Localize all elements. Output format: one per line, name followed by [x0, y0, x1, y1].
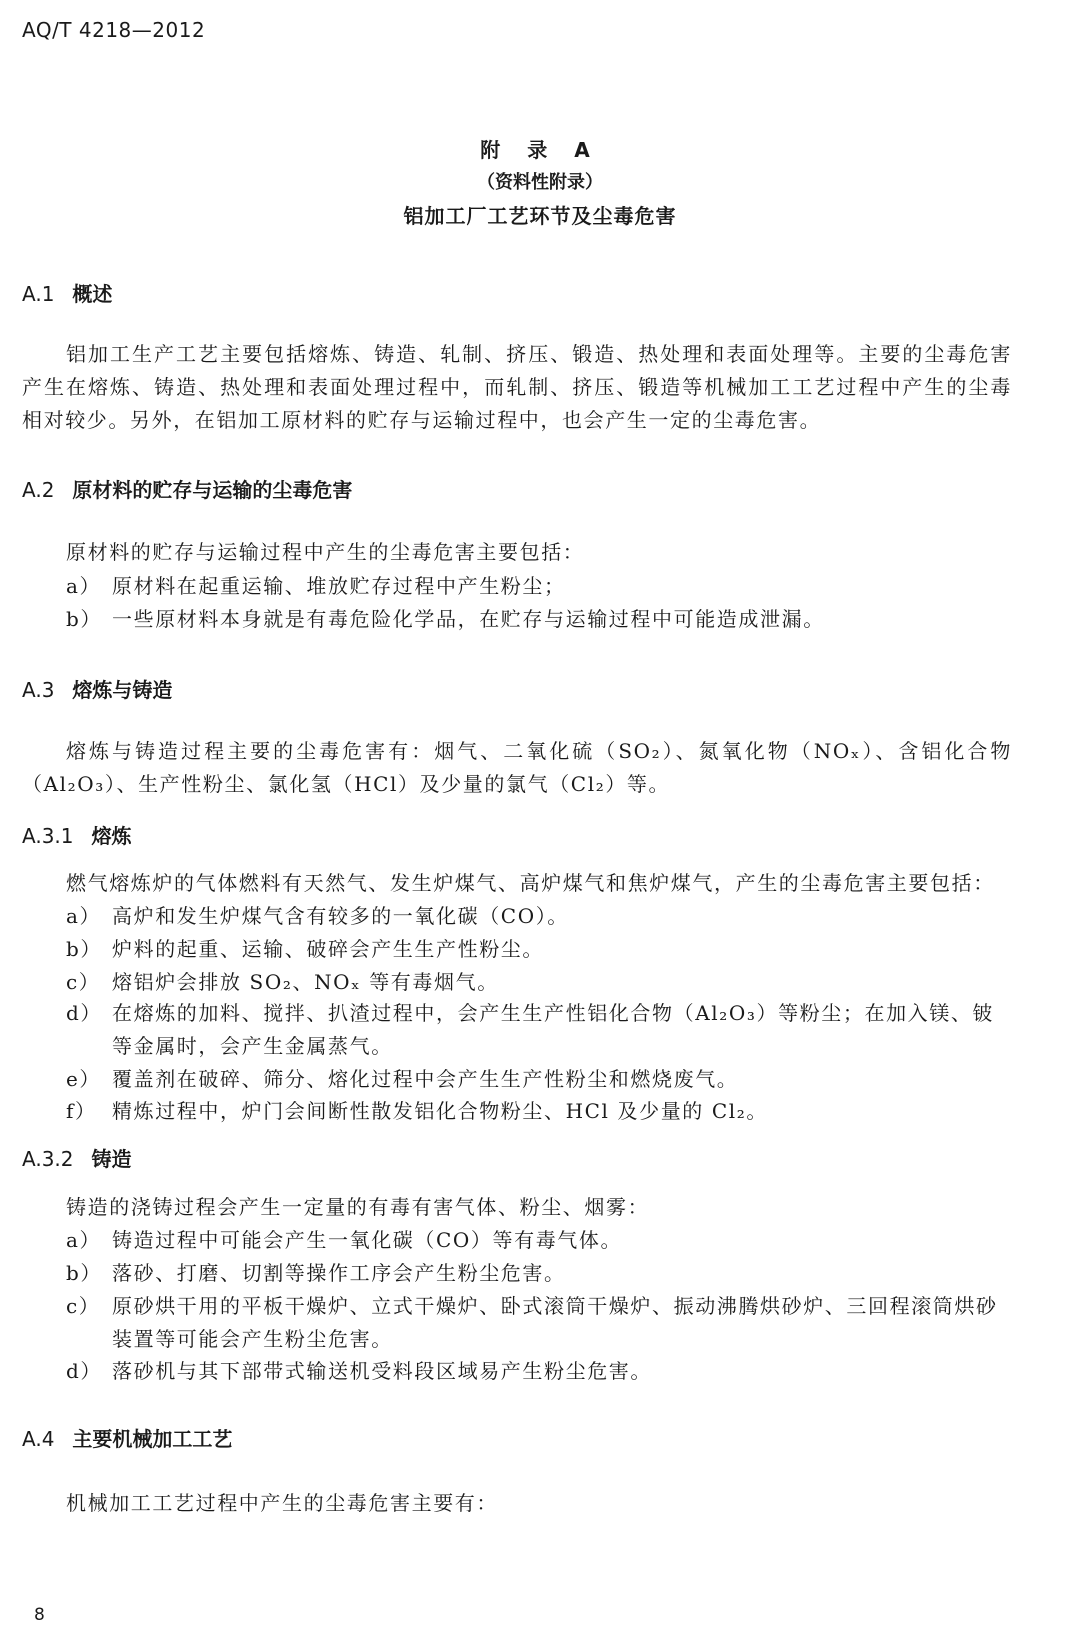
list-item	[66, 603, 1011, 636]
list-item	[66, 570, 1011, 603]
list-marker: a）	[66, 574, 102, 598]
section-title: 主要机械加工工艺	[72, 1427, 233, 1451]
list-marker: a）	[66, 904, 102, 928]
list-item-text: 一些原材料本身就是有毒危险化学品，在贮存与运输过程中可能造成泄漏。	[112, 607, 825, 631]
paragraph: 熔炼与铸造过程主要的尘毒危害有：烟气、二氧化硫（SO₂）、氮氧化物（NOₓ）、含铝化合物（Al₂O₃）、生产性粉尘、氯化氢（HCl）及少量的氯气（Cl₂）等。	[22, 739, 1012, 796]
list-item-text: 炉料的起重、运输、破碎会产生生产性粉尘。	[112, 937, 544, 961]
annex-type: （资料性附录）	[477, 172, 603, 193]
paragraph: 机械加工工艺过程中产生的尘毒危害主要有：	[66, 1491, 498, 1515]
section-heading-a1	[22, 278, 112, 307]
section-number: A.4	[22, 1427, 55, 1451]
list-item	[66, 900, 1011, 933]
section-heading-a32	[22, 1143, 132, 1172]
paragraph: 燃气熔炼炉的气体燃料有天然气、发生炉煤气、高炉煤气和焦炉煤气，产生的尘毒危害主要包括：	[66, 871, 995, 895]
section-heading-a2	[22, 474, 352, 503]
list-item-text: 在熔炼的加料、搅拌、扒渣过程中，会产生生产性铝化合物（Al₂O₃）等粉尘；在加入镁、铍等金属时，会产生金属蒸气。	[112, 1001, 995, 1058]
list-item-text: 高炉和发生炉煤气含有较多的一氧化碳（CO）。	[112, 904, 569, 928]
section-number: A.2	[22, 478, 55, 502]
section-title: 熔炼	[91, 824, 132, 848]
list-marker: b）	[66, 937, 103, 961]
list-item-text: 原砂烘干用的平板干燥炉、立式干燥炉、卧式滚筒干燥炉、振动沸腾烘砂炉、三回程滚筒烘砂装置等可能会产生粉尘危害。	[112, 1294, 998, 1351]
paragraph: 原材料的贮存与运输过程中产生的尘毒危害主要包括：	[66, 540, 585, 564]
list-marker: b）	[66, 1261, 103, 1285]
list-item	[66, 997, 1011, 1063]
section-title: 原材料的贮存与运输的尘毒危害	[72, 478, 353, 502]
list-marker: d）	[66, 1359, 103, 1383]
standard-code: AQ/T 4218—2012	[22, 18, 206, 42]
list-item	[66, 933, 1011, 966]
list-marker: c）	[66, 1294, 101, 1318]
section-title: 熔炼与铸造	[72, 678, 173, 702]
paragraph: 铸造的浇铸过程会产生一定量的有毒有害气体、粉尘、烟雾：	[66, 1195, 650, 1219]
list-item-text: 熔铝炉会排放 SO₂、NOₓ 等有毒烟气。	[112, 970, 499, 994]
paragraph: 铝加工生产工艺主要包括熔炼、铸造、轧制、挤压、锻造、热处理和表面处理等。主要的尘毒危害产生在熔炼、铸造、热处理和表面处理过程中，而轧制、挤压、锻造等机械加工工艺过程中产生的尘毒相对较少。另外，在铝加工原材料的贮存与运输过程中，也会产生一定的尘毒危害。	[22, 342, 1012, 432]
section-heading-a31	[22, 820, 132, 849]
list-marker: b）	[66, 607, 103, 631]
list-marker: a）	[66, 1228, 102, 1252]
list-item	[66, 1224, 1011, 1257]
list-item	[66, 1063, 1011, 1096]
list-item-text: 原材料在起重运输、堆放贮存过程中产生粉尘；	[112, 574, 566, 598]
section-number: A.3	[22, 678, 55, 702]
section-number: A.3.2	[22, 1147, 74, 1171]
section-number: A.1	[22, 282, 55, 306]
section-title: 概述	[72, 282, 113, 306]
list-item	[66, 1355, 1011, 1388]
section-number: A.3.1	[22, 824, 74, 848]
list-marker: d）	[66, 1001, 103, 1025]
list-marker: e）	[66, 1067, 102, 1091]
list-marker: f）	[66, 1099, 97, 1123]
page-number: 8	[34, 1605, 45, 1625]
list-item-text: 覆盖剂在破碎、筛分、熔化过程中会产生生产性粉尘和燃烧废气。	[112, 1067, 739, 1091]
list-item	[66, 966, 1011, 999]
list-item-text: 落砂、打磨、切割等操作工序会产生粉尘危害。	[112, 1261, 566, 1285]
list-item	[66, 1095, 1011, 1128]
list-item-text: 铸造过程中可能会产生一氧化碳（CO）等有毒气体。	[112, 1228, 623, 1252]
list-item	[66, 1290, 1011, 1356]
list-item-text: 精炼过程中，炉门会间断性散发铝化合物粉尘、HCl 及少量的 Cl₂。	[112, 1099, 768, 1123]
section-heading-a4	[22, 1423, 232, 1452]
section-heading-a3	[22, 674, 172, 703]
section-title: 铸造	[91, 1147, 132, 1171]
list-item	[66, 1257, 1011, 1290]
annex-title: 附 录 A	[480, 138, 600, 162]
annex-name: 铝加工厂工艺环节及尘毒危害	[403, 204, 677, 228]
list-marker: c）	[66, 970, 101, 994]
list-item-text: 落砂机与其下部带式输送机受料段区域易产生粉尘危害。	[112, 1359, 652, 1383]
